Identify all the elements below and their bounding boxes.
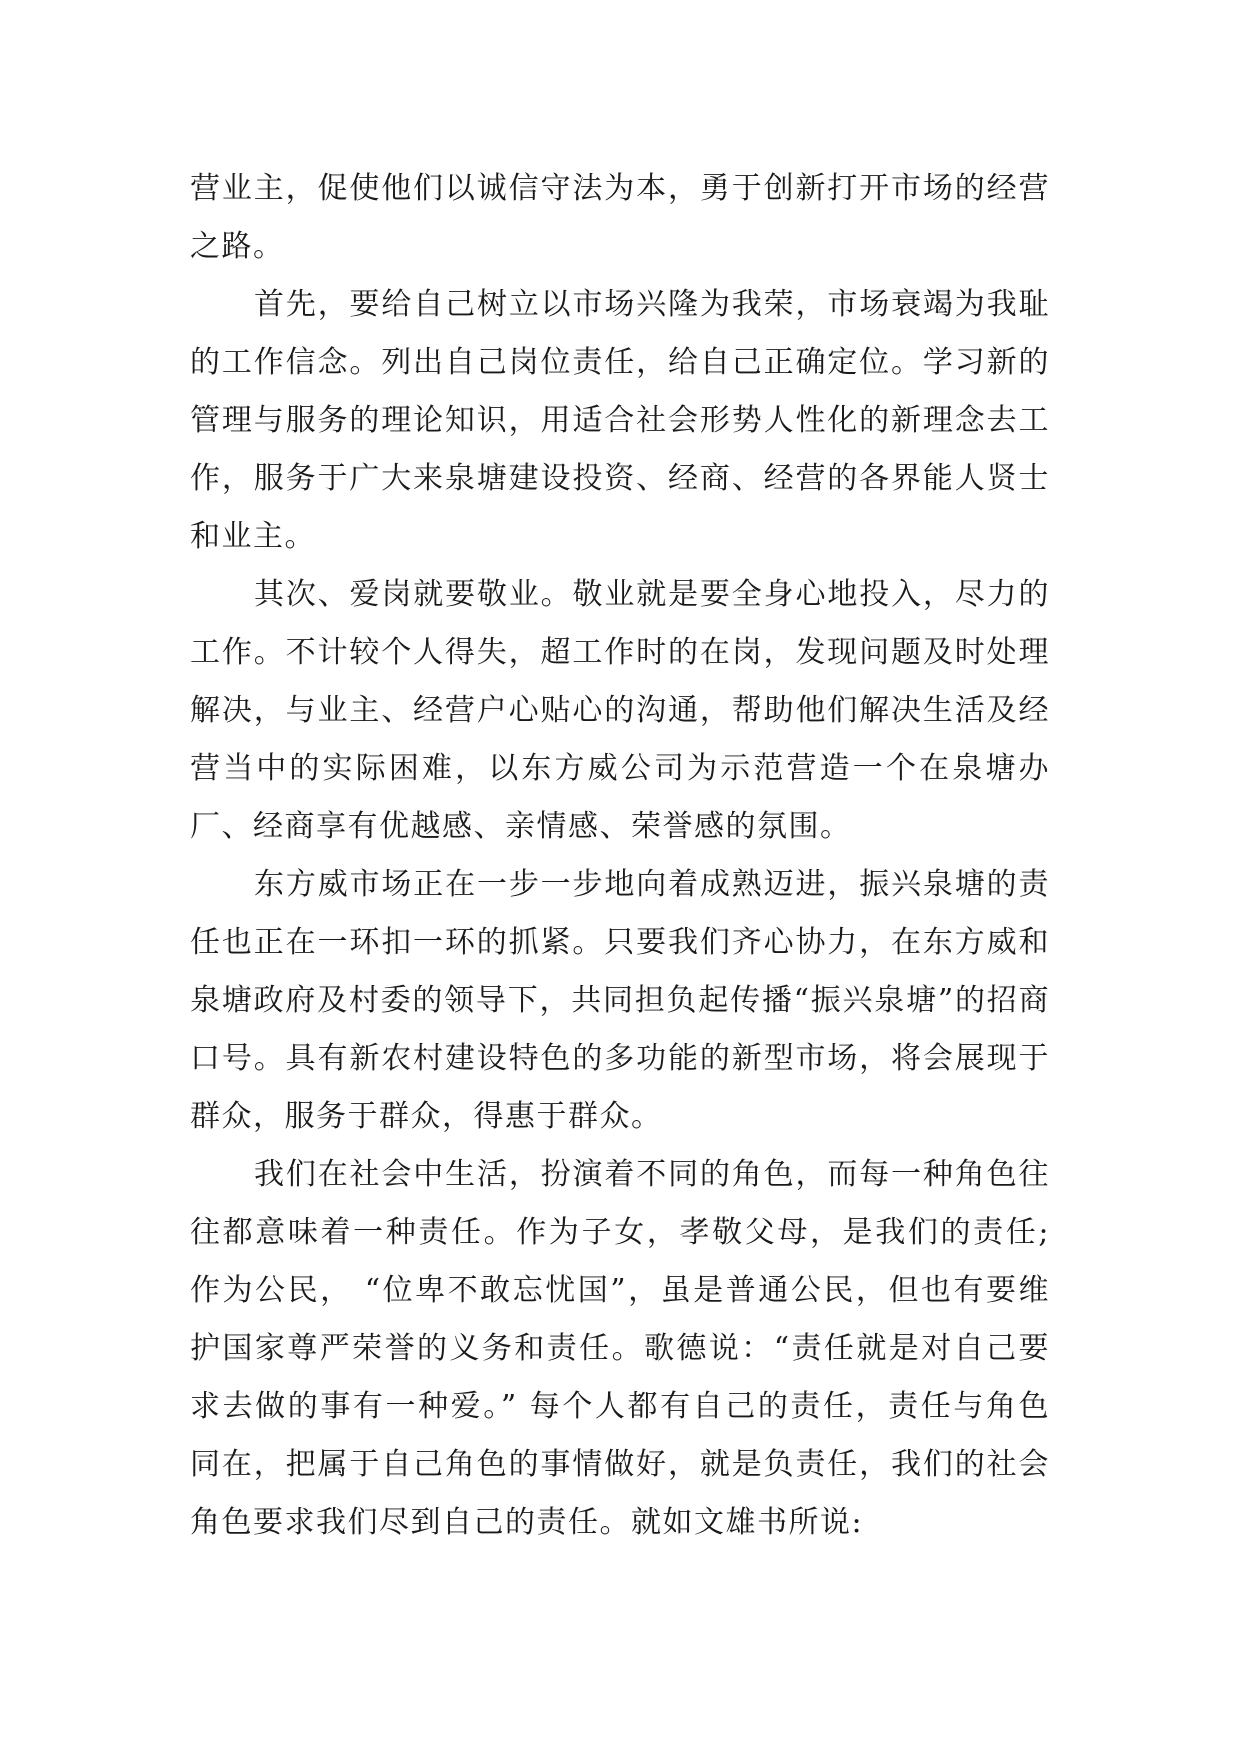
paragraph-4: 东方威市场正在一步一步地向着成熟迈进，振兴泉塘的责任也正在一环扣一环的抓紧。只要我们齐心协力，在东方威和泉塘政府及村委的领导下，共同担负起传播“振兴泉塘”的招商口号。具有新农村建设特色的多功能的新型市场，将会展现于群众，服务于群众，得惠于群众。 <box>190 867 1050 1134</box>
body-text <box>190 160 1050 1552</box>
paragraph-3: 其次、爱岗就要敬业。敬业就是要全身心地投入，尽力的工作。不计较个人得失，超工作时的在岗，发现问题及时处理解决，与业主、经营户心贴心的沟通，帮助他们解决生活及经营当中的实际困难，以东方威公司为示范营造一个在泉塘办厂、经商享有优越感、亲情感、荣誉感的氛围。 <box>190 577 1050 844</box>
paragraph-5: 我们在社会中生活，扮演着不同的角色，而每一种角色往往都意味着一种责任。作为子女，孝敬父母，是我们的责任;作为公民， “位卑不敢忘忧国”，虽是普通公民，但也有要维护国家尊严荣誉的义务和责任。歌德说：“责任就是对自己要求去做的事有一种爱。” 每个人都有自己的责任，责任与角色同在，把属于自己角色的事情做好，就是负责任，我们的社会角色要求我们尽到自己的责任。就如文雄书所说: <box>190 1157 1050 1540</box>
paragraph-2: 首先，要给自己树立以市场兴隆为我荣，市场衰竭为我耻的工作信念。列出自己岗位责任，给自己正确定位。学习新的管理与服务的理论知识，用适合社会形势人性化的新理念去工作，服务于广大来泉塘建设投资、经商、经营的各界能人贤士和业主。 <box>190 287 1050 554</box>
paragraph-1: 营业主，促使他们以诚信守法为本，勇于创新打开市场的经营之路。 <box>190 171 1050 264</box>
